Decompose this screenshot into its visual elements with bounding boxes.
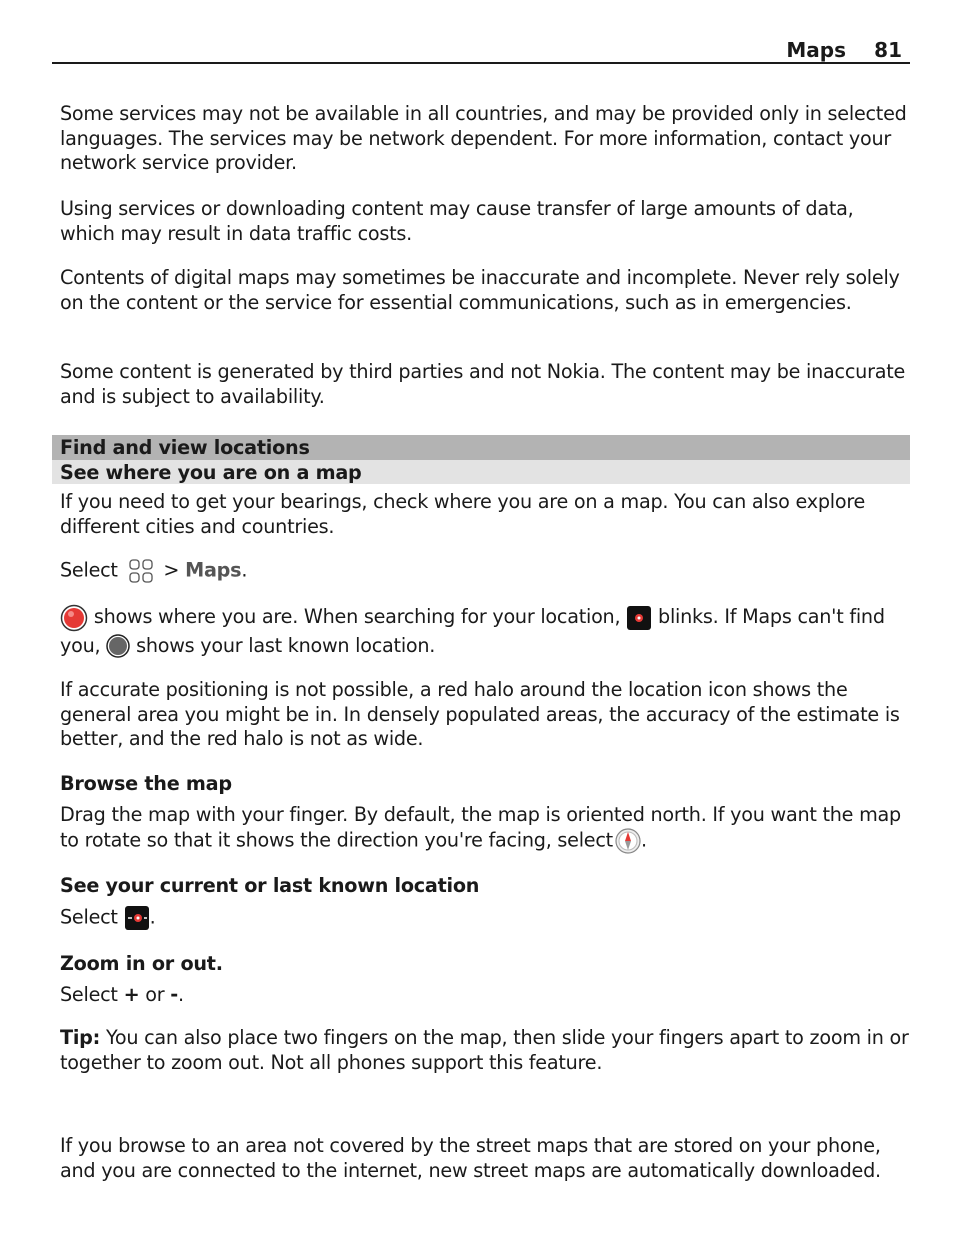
select-text: Select: [60, 983, 118, 1006]
location-red-dot-icon: [60, 604, 88, 632]
intro-paragraph-3: Contents of digital maps may sometimes be inaccurate and incomplete. Never rely solely on the content or the service for essential communications, such as in emergencies.: [60, 266, 900, 314]
section-title-bar: [52, 435, 910, 460]
subsection-title: See where you are on a map: [60, 461, 362, 484]
subsection-title-bar: [52, 460, 910, 484]
accuracy-paragraph: If accurate positioning is not possible, a red halo around the location icon shows the general area you might be in. In densely populated areas, the accuracy of the estimate is better, and the red halo is not as wide.: [60, 678, 900, 751]
browse-map-paragraph: [60, 803, 910, 854]
header-section: Maps: [786, 38, 846, 62]
intro-paragraph-4: Some content is generated by third parties and not Nokia. The content may be inaccurate and is subject to availability.: [60, 360, 906, 408]
location-text-3: shows your last known location.: [136, 633, 436, 657]
maps-link[interactable]: Maps: [185, 558, 242, 582]
location-text-1: shows where you are. When searching for your location,: [93, 605, 621, 628]
browse-map-heading: Browse the map: [60, 772, 232, 795]
current-location-paragraph: [60, 905, 910, 931]
or-text: or: [145, 983, 165, 1006]
location-icons-paragraph: [60, 603, 910, 660]
locate-me-icon[interactable]: [124, 905, 150, 931]
select-text: Select: [60, 905, 118, 929]
tip-label: Tip:: [60, 1026, 101, 1049]
period: .: [640, 828, 647, 852]
zoom-out-button[interactable]: -: [170, 983, 178, 1006]
select-maps-line: [60, 558, 910, 584]
zoom-heading: Zoom in or out.: [60, 952, 223, 975]
menu-separator: >: [163, 558, 180, 582]
location-text-2: blinks. If Maps can't find you,: [60, 605, 885, 657]
period: .: [241, 558, 248, 582]
tip-text: You can also place two fingers on the map, then slide your fingers apart to zoom in or together to zoom out. Not all phones support this feature.: [60, 1026, 909, 1074]
select-text: Select: [60, 558, 118, 582]
intro-paragraph-2: Using services or downloading content may cause transfer of large amounts of data, which may result in data traffic costs.: [60, 197, 854, 245]
current-location-heading: See your current or last known location: [60, 874, 480, 897]
intro-paragraph-1: Some services may not be available in all countries, and may be provided only in selected languages. The services may be network dependent. For more information, contact your network service provider.: [60, 102, 907, 175]
bearings-paragraph: If you need to get your bearings, check where you are on a map. You can also explore different cities and countries.: [60, 490, 866, 538]
last-known-location-icon: [106, 634, 130, 658]
tip-paragraph: [60, 1026, 910, 1075]
period: .: [177, 983, 184, 1006]
page-number: 81: [874, 38, 902, 62]
zoom-in-button[interactable]: +: [123, 983, 140, 1006]
download-paragraph: If you browse to an area not covered by the street maps that are stored on your phone, and you are connected to the internet, new street maps are automatically downloaded.: [60, 1134, 881, 1182]
zoom-paragraph: [60, 983, 910, 1008]
searching-location-icon: [626, 605, 652, 631]
compass-icon[interactable]: [615, 828, 641, 854]
section-title: Find and view locations: [60, 436, 310, 459]
period: .: [149, 905, 156, 929]
browse-text: Drag the map with your finger. By default, the map is oriented north. If you want the map to rotate so that it shows the direction you're facing, select: [60, 803, 901, 852]
app-grid-icon: [128, 558, 154, 584]
page-header: [52, 36, 910, 64]
